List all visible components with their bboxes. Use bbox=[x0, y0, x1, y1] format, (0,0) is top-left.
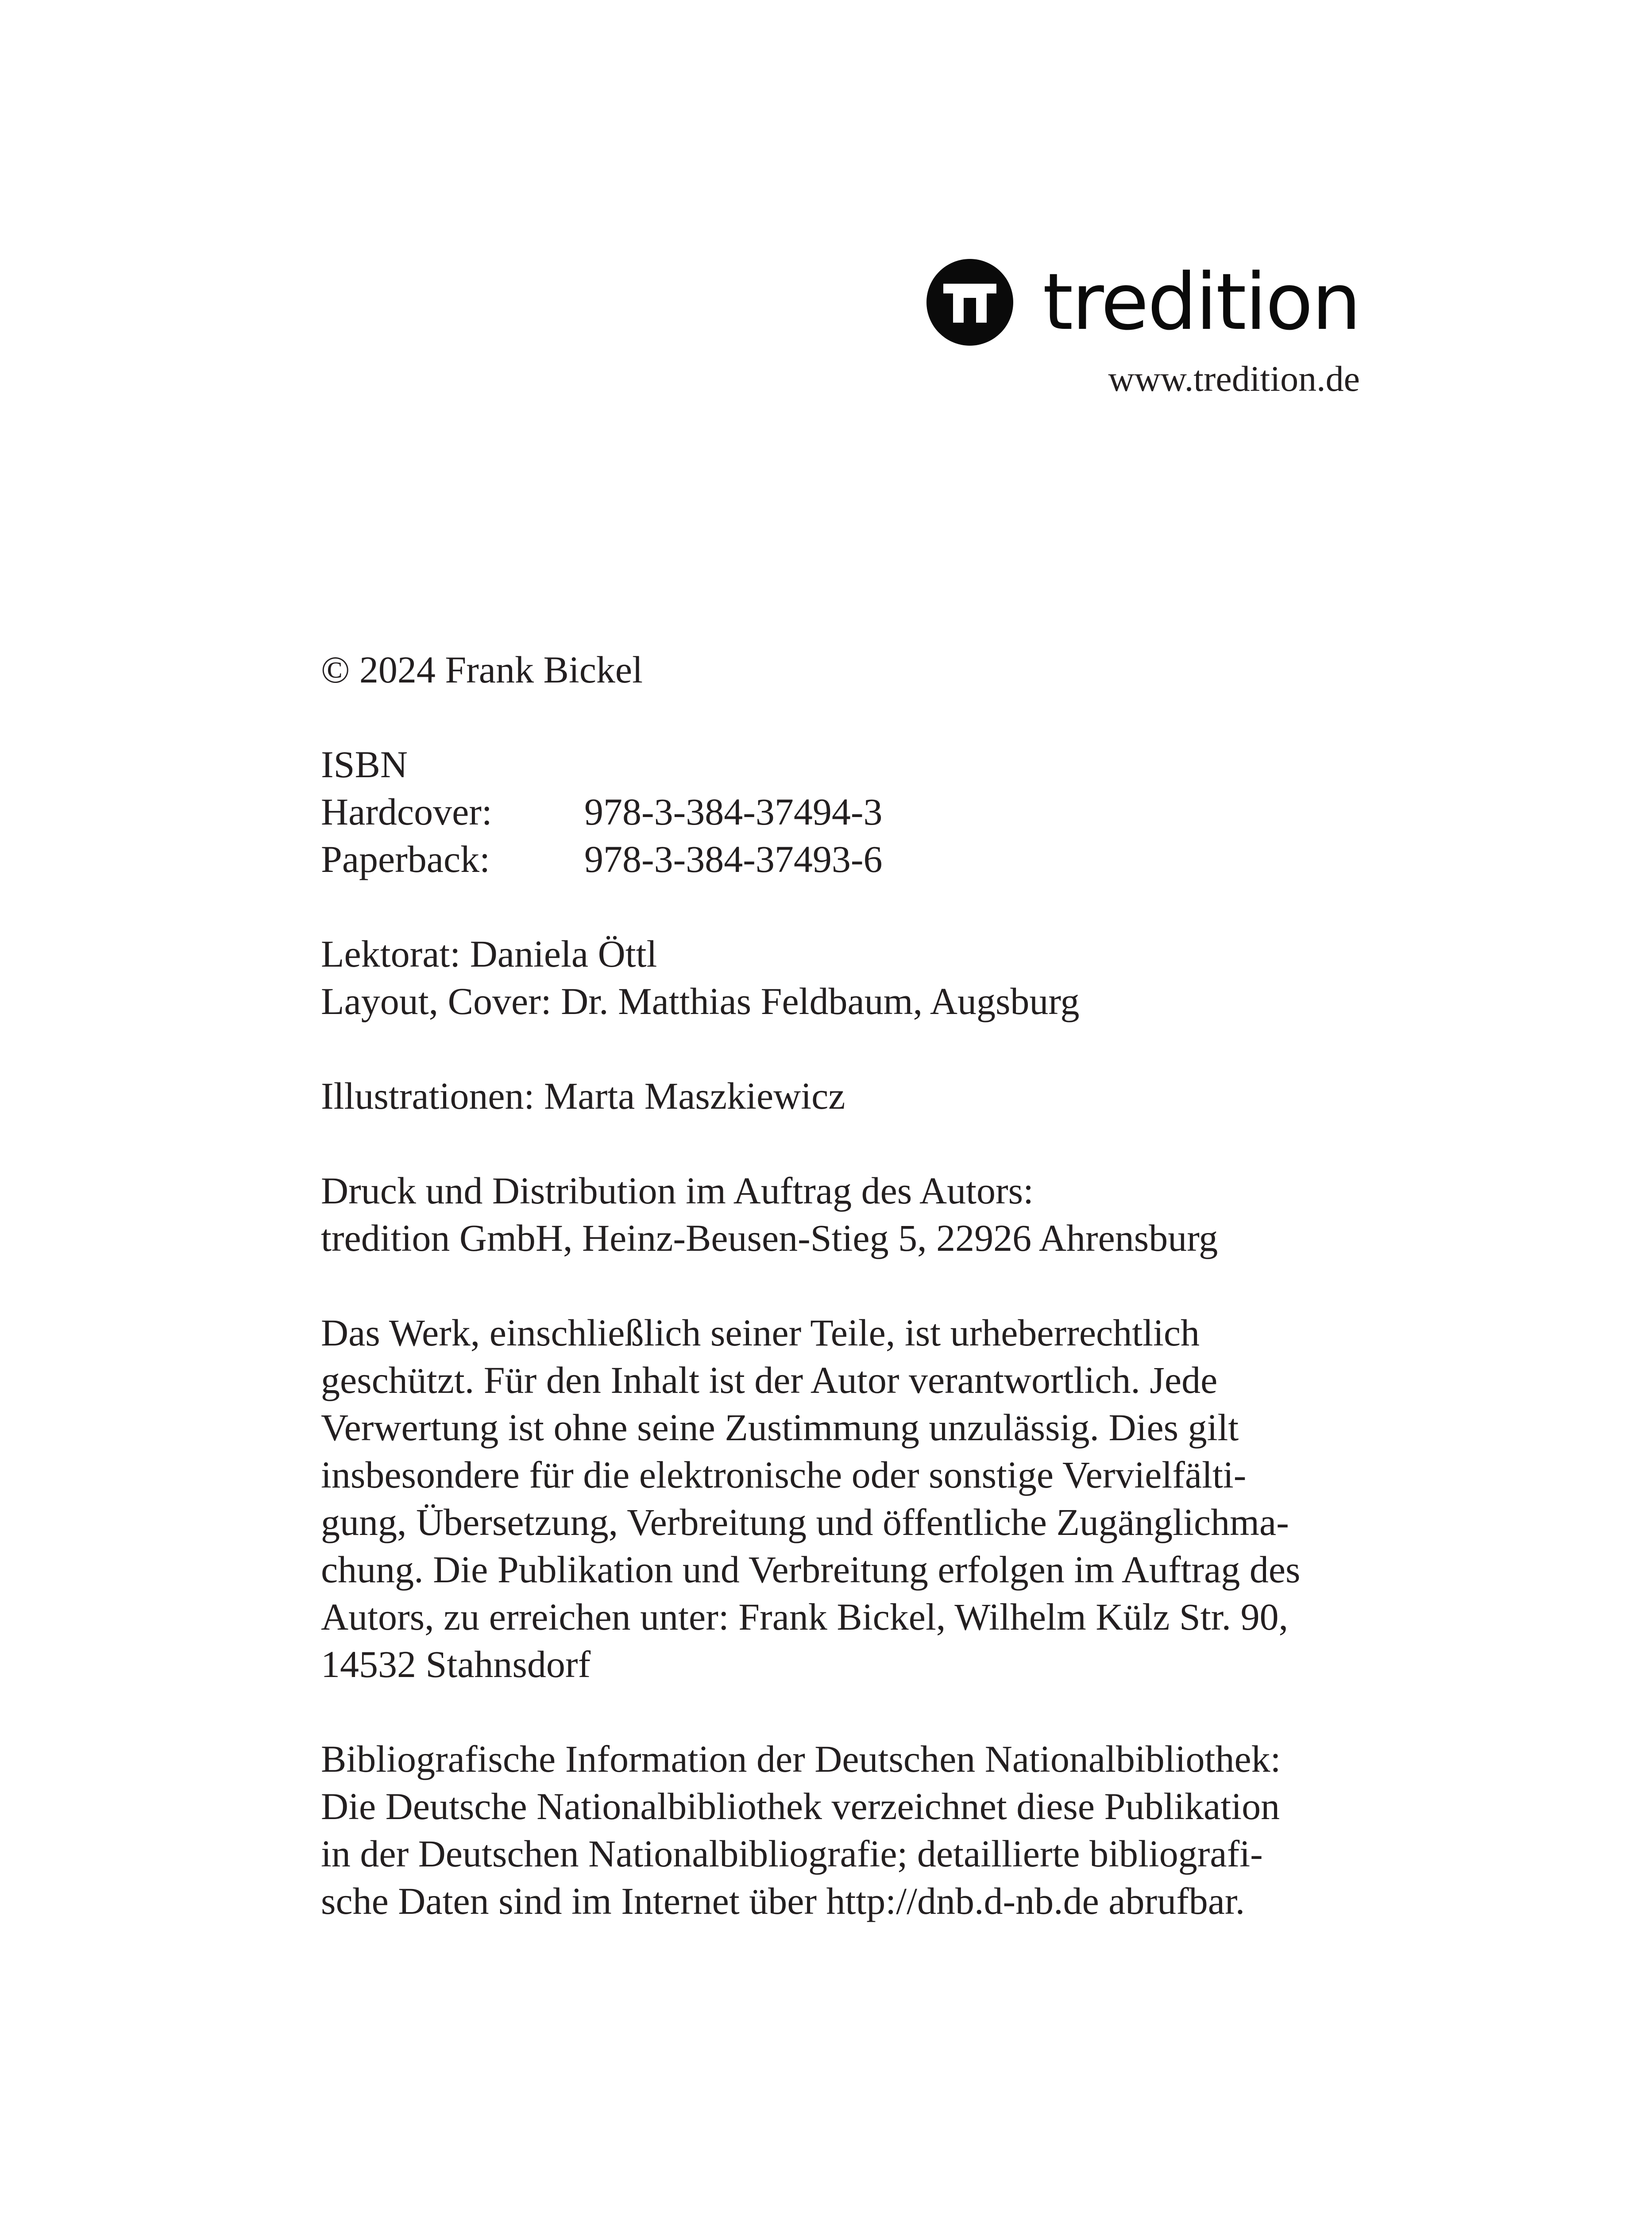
druck-address-line: tredition GmbH, Heinz-Beusen-Stieg 5, 22926 Ahrensburg bbox=[321, 1217, 1218, 1259]
isbn-value: 978-3-384-37493-6 bbox=[584, 838, 883, 880]
publisher-url: www.tredition.de bbox=[1108, 359, 1360, 399]
paragraph-line: gung, Übersetzung, Verbreitung und öffentliche Zugänglichma- bbox=[321, 1501, 1289, 1543]
isbn-value: 978-3-384-37494-3 bbox=[584, 790, 883, 833]
layout-cover-line: Layout, Cover: Dr. Matthias Feldbaum, Augsburg bbox=[321, 980, 1080, 1022]
isbn-label: Paperback: bbox=[321, 838, 490, 880]
publisher-brand bbox=[829, 259, 1360, 346]
paragraph-line: Das Werk, einschließlich seiner Teile, ist urheberrechtlich bbox=[321, 1311, 1200, 1354]
druck-line: Druck und Distribution im Auftrag des Autors: bbox=[321, 1169, 1034, 1212]
paragraph-line: Verwertung ist ohne seine Zustimmung unzulässig. Dies gilt bbox=[321, 1406, 1239, 1449]
isbn-heading: ISBN bbox=[321, 743, 408, 786]
publisher-block bbox=[829, 259, 1360, 400]
isbn-row-hardcover bbox=[321, 788, 1383, 836]
paragraph-line: 14532 Stahnsdorf bbox=[321, 1643, 591, 1685]
paragraph-line: geschützt. Für den Inhalt ist der Autor verantwortlich. Jede bbox=[321, 1359, 1218, 1401]
paragraph-line: chung. Die Publikation und Verbreitung erfolgen im Auftrag des bbox=[321, 1548, 1301, 1591]
copyright-line: © 2024 Frank Bickel bbox=[321, 648, 643, 691]
paragraph-line: Die Deutsche Nationalbibliothek verzeichnet diese Publikation bbox=[321, 1785, 1280, 1827]
rights-paragraph bbox=[321, 1309, 1383, 1688]
isbn-row-paperback bbox=[321, 836, 1383, 883]
tredition-logo-icon bbox=[926, 259, 1013, 346]
paragraph-line: insbesondere für die elektronische oder sonstige Vervielfälti- bbox=[321, 1453, 1247, 1496]
isbn-label: Hardcover: bbox=[321, 790, 492, 833]
paragraph-line: sche Daten sind im Internet über http://dnb.d-nb.de abrufbar. bbox=[321, 1880, 1245, 1922]
paragraph-line: Autors, zu erreichen unter: Frank Bickel, Wilhelm Külz Str. 90, bbox=[321, 1596, 1289, 1638]
imprint-text bbox=[321, 646, 1383, 1925]
paragraph-line: in der Deutschen Nationalbibliografie; detaillierte bibliografi- bbox=[321, 1832, 1263, 1875]
publisher-name: tredition bbox=[1042, 257, 1360, 347]
paragraph-line: Bibliografische Information der Deutschen Nationalbibliothek: bbox=[321, 1738, 1281, 1780]
bibliography-paragraph bbox=[321, 1735, 1383, 1925]
lektorat-line: Lektorat: Daniela Öttl bbox=[321, 933, 657, 975]
illustrationen-line: Illustrationen: Marta Maszkiewicz bbox=[321, 1075, 845, 1117]
